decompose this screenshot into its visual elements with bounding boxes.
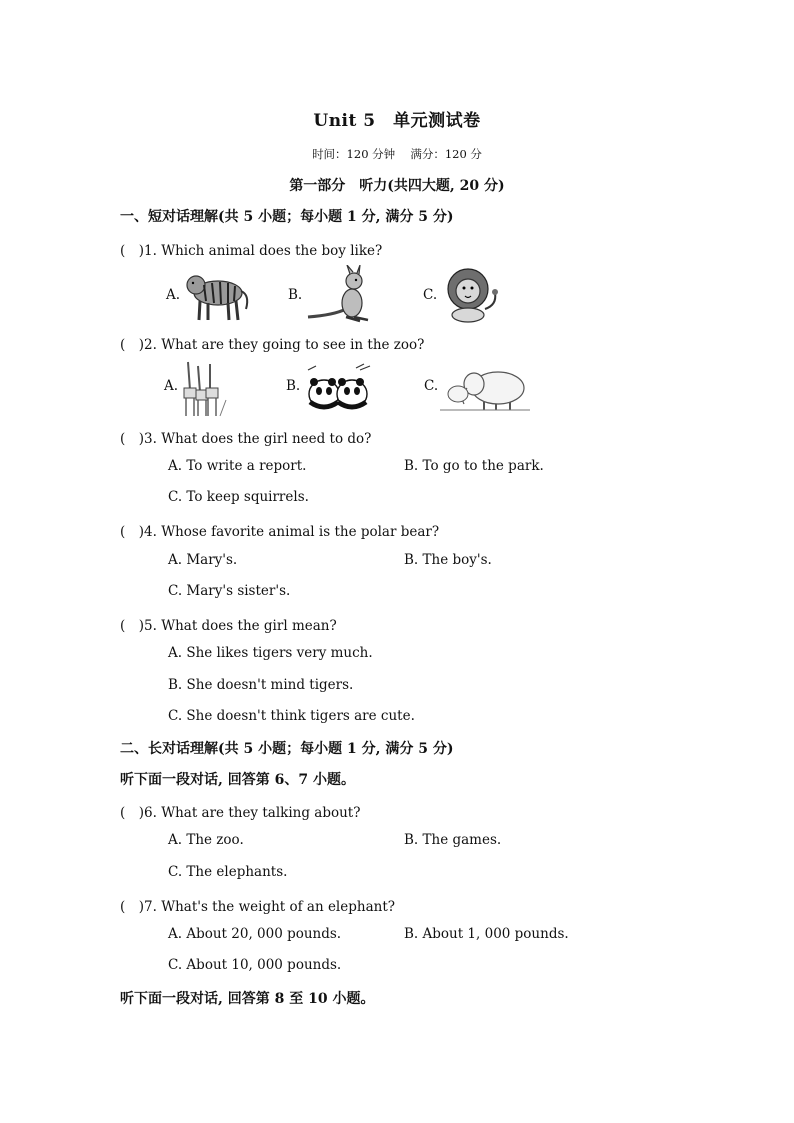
section2-intro-1: 听下面一段对话, 回答第 6、7 小题。 (120, 772, 355, 788)
q7-option-c: C. About 10, 000 pounds. (168, 957, 342, 973)
q5-option-a: A. She likes tigers very much. (168, 645, 373, 661)
page-title: Unit 5 单元测试卷 (313, 111, 481, 131)
question-4: ( )4. Whose favorite animal is the polar bear? (120, 524, 440, 540)
q4-option-b: B. The boy's. (404, 552, 492, 568)
option-label: A. (166, 287, 181, 303)
section1-heading: 一、短对话理解(共 5 小题；每小题 1 分, 满分 5 分) (120, 209, 454, 225)
q7-option-a: A. About 20, 000 pounds. (168, 926, 342, 942)
lion-icon (443, 265, 503, 325)
q3-option-c: C. To keep squirrels. (168, 489, 309, 505)
question-5: ( )5. What does the girl mean? (120, 618, 337, 634)
question-6: ( )6. What are they talking about? (120, 805, 361, 821)
q4-option-a: A. Mary's. (168, 552, 238, 568)
option-label: C. (424, 378, 439, 394)
q6-option-b: B. The games. (404, 832, 502, 848)
q5-option-c: C. She doesn't think tigers are cute. (168, 708, 415, 724)
question-2: ( )2. What are they going to see in the zoo? (120, 337, 425, 353)
q5-option-b: B. She doesn't mind tigers. (168, 677, 354, 693)
q7-option-b: B. About 1, 000 pounds. (404, 926, 569, 942)
section2-intro-2: 听下面一段对话, 回答第 8 至 10 小题。 (120, 991, 375, 1007)
option-label: B. (288, 287, 303, 303)
tiger-icon (184, 265, 254, 323)
question-3: ( )3. What does the girl need to do? (120, 431, 372, 447)
q4-option-c: C. Mary's sister's. (168, 583, 291, 599)
q3-option-a: A. To write a report. (168, 458, 307, 474)
option-label: B. (286, 378, 301, 394)
q6-option-a: A. The zoo. (168, 832, 244, 848)
exam-meta: 时间：120 分钟 满分：120 分 (312, 147, 482, 161)
part-heading: 第一部分 听力(共四大题, 20 分) (289, 178, 505, 194)
option-label: A. (164, 378, 179, 394)
option-label: C. (423, 287, 438, 303)
question-7: ( )7. What's the weight of an elephant? (120, 899, 395, 915)
kangaroo-icon (304, 265, 374, 325)
pandas-icon (304, 362, 374, 414)
question-1: ( )1. Which animal does the boy like? (120, 243, 383, 259)
section2-heading: 二、长对话理解(共 5 小题；每小题 1 分, 满分 5 分) (120, 741, 454, 757)
q3-option-b: B. To go to the park. (404, 458, 544, 474)
elephants-icon (440, 364, 530, 414)
giraffes-icon (180, 360, 230, 418)
q6-option-c: C. The elephants. (168, 864, 288, 880)
